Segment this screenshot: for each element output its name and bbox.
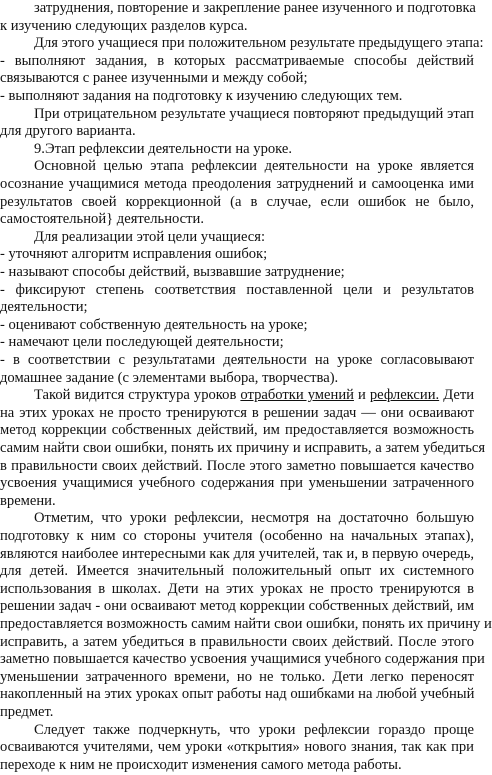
- text-line: для другого варианта.: [0, 123, 136, 140]
- text-line: предмет.: [0, 704, 54, 720]
- text-line: времени.: [0, 492, 56, 509]
- text-line: самостоятельной} деятельности.: [0, 211, 204, 228]
- text-line: 9.Этап рефлексии деятельности на уроке.: [34, 140, 293, 157]
- text-line: домашнее задание (с элементами выбора, творчества).: [0, 369, 339, 386]
- text-line: предоставляется возможность самим найти свои ошибки, понять их причину и: [0, 616, 492, 632]
- text-line: Следует также подчеркнуть, что уроки рефлексии гораздо проще: [34, 721, 474, 738]
- underlined-term: рефлексии.: [369, 387, 440, 404]
- text-line: - оценивают собственную деятельность на уроке;: [0, 316, 308, 333]
- text-line: к изучению следующих разделов курса.: [0, 17, 248, 34]
- text-line: - в соответствии с результатами деятельности на уроке согласовывают: [0, 352, 474, 368]
- text-line: метод коррекции собственных действий, им предоставляется возможность: [0, 422, 474, 439]
- text-line: самим найти свои ошибки, понять их причину и исправить, а затем убедиться: [0, 440, 486, 456]
- text-line: переходе к ним не происходит изменения самого метода работы.: [0, 756, 402, 773]
- text-line: [34, 387, 474, 405]
- text-line: на этих уроках не просто тренируются в решении задач — они осваивают: [0, 404, 474, 421]
- text-line: - фиксируют степень соответствия поставленной цели и результатов: [0, 281, 474, 298]
- text-line: решении задач - они осваивают метод коррекции собственных действий, им: [0, 598, 474, 615]
- text-line: осваиваются учителями, чем уроки «открытия» нового знания, так как при: [0, 739, 474, 756]
- text-line: - называют способы действий, вызвавшие затруднение;: [0, 264, 345, 280]
- text-line: для детей. Имеется значительный положительный опыт их системного: [0, 563, 474, 580]
- text-line: Отметим, что уроки рефлексии, несмотря на достаточно большую: [34, 510, 474, 527]
- text-line: - уточняют алгоритм исправления ошибок;: [0, 246, 268, 263]
- text-segment: Дети: [439, 387, 475, 404]
- text-line: уменьшении затраченного времени, но не только. Дети легко переносят: [0, 668, 474, 685]
- text-line: - выполняют задания на подготовку к изучению следующих тем.: [0, 88, 403, 104]
- text-line: использования в школах. Дети на этих уроках не просто тренируются в: [0, 580, 474, 597]
- text-line: деятельности;: [0, 299, 88, 316]
- text-line: заметно повышается качество усвоения учащимися учебного содержания при: [0, 651, 485, 668]
- text-line: являются наиболее интересными как для учителей, так и, в первую очередь,: [0, 545, 475, 562]
- text-line: Для реализации этой цели учащиеся:: [34, 228, 266, 245]
- underlined-term: отработки умений: [240, 387, 354, 404]
- text-segment: Такой видится структура уроков: [34, 387, 241, 404]
- text-line: - намечают цели последующей деятельности;: [0, 334, 284, 351]
- text-line: затруднения, повторение и закрепление ранее изученного и подготовка: [34, 0, 476, 16]
- text-line: осознание учащимися метода преодоления затруднений и самооценка ими: [0, 176, 474, 192]
- text-line: Для этого учащиеся при положительном результате предыдущего этапа:: [34, 35, 484, 52]
- text-line: в правильности своих действий. После этого заметно повышается качество: [0, 457, 474, 474]
- text-line: усвоения учащимися учебного содержания при уменьшении затраченного: [0, 475, 474, 492]
- text-line: результатов своей коррекционной (а в случае, если ошибок не было,: [0, 193, 474, 210]
- text-line: исправить, а затем убедиться в правильности своих действий. После этого: [0, 633, 474, 650]
- text-line: - выполняют задания, в которых рассматриваемые способы действий: [0, 52, 474, 69]
- text-segment: и: [353, 387, 370, 404]
- text-line: накопленный на этих уроках опыт работы над ошибками на любой учебный: [0, 686, 475, 703]
- text-line: связываются с ранее изученными и между собой;: [0, 70, 308, 87]
- text-line: подготовку к ним со стороны учителя (особенно на начальных этапах),: [0, 528, 474, 544]
- text-line: Основной целью этапа рефлексии деятельности на уроке является: [34, 158, 474, 175]
- text-line: При отрицательном результате учащиеся повторяют предыдущий этап: [34, 105, 474, 122]
